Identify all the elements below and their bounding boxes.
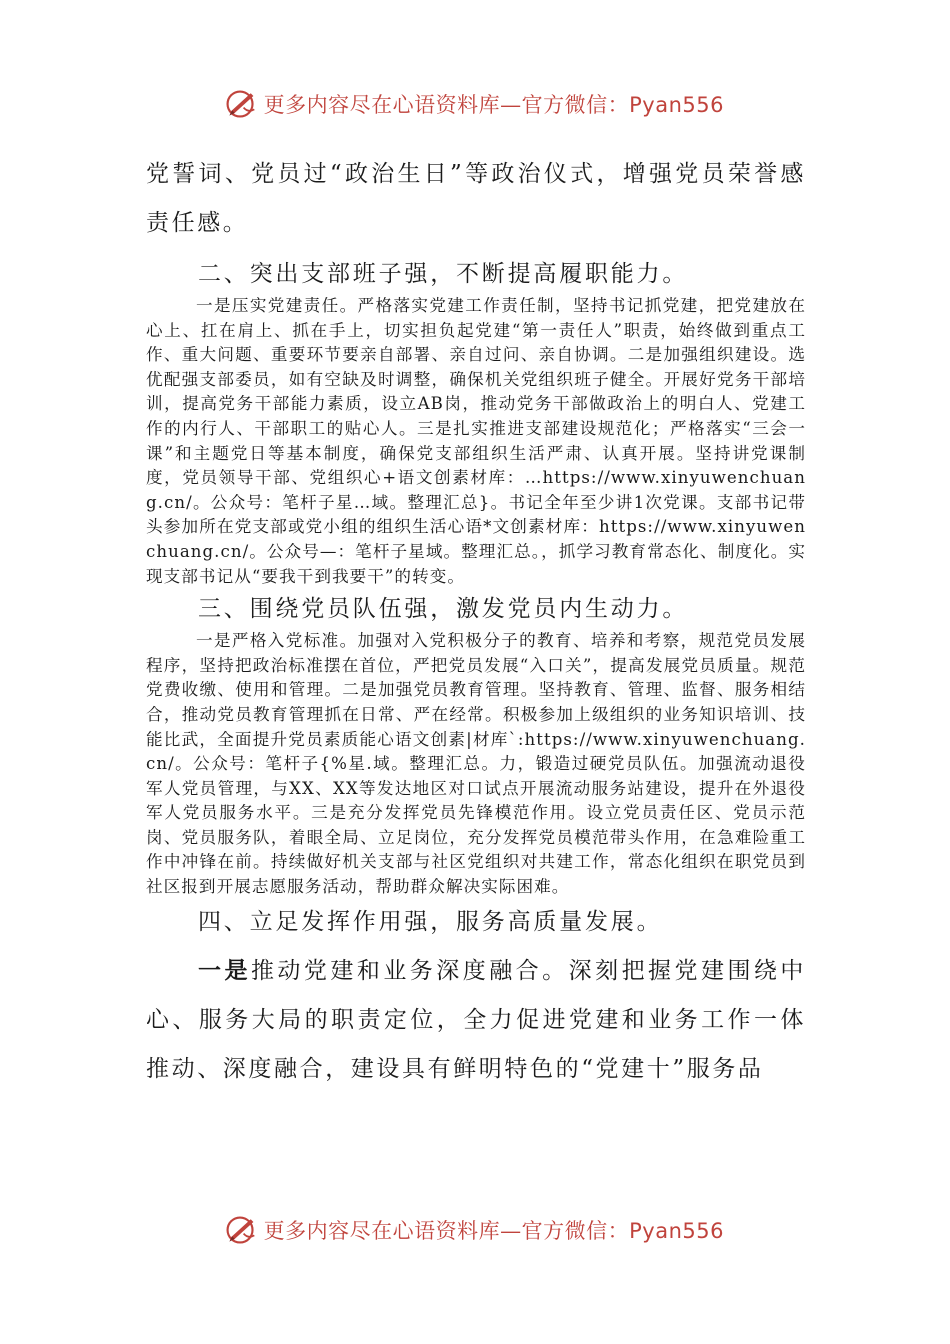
section-heading-4: 四、立足发挥作用强，服务高质量发展。 [198,908,663,935]
wechat-id: Pyan556 [629,93,724,117]
watermark-text: 更多内容尽在心语资料库—官方微信：Pyan556 [263,1219,724,1243]
pen-logo-icon [224,1210,260,1250]
intro-paragraph: 党誓词、党员过“政治生日”等政治仪式，增强党员荣誉感责任感。 [146,161,806,236]
section-2-paragraph: 一是压实党建责任。严格落实党建工作责任制，坚持书记抓党建，把党建放在心上、扛在肩上、抓在手上，切实担负起党建“第一责任人”职责，始终做到重点工作、重大问题、重要环节要亲自部署、亲自过问、亲自协调。二是加强组织建设。选优配强支部委员，如有空缺及时调整，确保机关党组织班子健全。开展好党务干部培训，提高党务干部能力素质，设立AB岗，推动党务干部做政治上的明白人、党建工作的内行人、干部职工的贴心人。三是扎实推进支部建设规范化；严格落实“三会一课”和主题党日等基本制度，确保党支部组织生活严肃、认真开展。坚持讲党课制度，党员领导干部、党组织心+语文创素材库：…https://www.xinyuwenchuang.cn/。公众号：笔杆子星…域。整理汇总}。书记全年至少讲1次党课。支部书记带头参加所在党支部或党小组的组织生活心语*文创素材库：https://www.xinyuwenchuang.cn/。公众号—：笔杆子星域。整理汇总。，抓学习教育常态化、制度化。实现支部书记从“要我干到我要干”的转变。 [146,296,806,586]
wechat-id: Pyan556 [629,1219,724,1243]
section-4-text: 推动党建和业务深度融合。深刻把握党建围绕中心、服务大局的职责定位，全力促进党建和业务工作一体推动、深度融合，建设具有鲜明特色的“党建十”服务品 [146,957,806,1082]
section-3-paragraph: 一是严格入党标准。加强对入党积极分子的教育、培养和考察，规范党员发展程序，坚持把政治标准摆在首位，严把党员发展“入口关”，提高发展党员质量。规范党费收缴、使用和管理。二是加强党员教育管理。坚持教育、管理、监督、服务相结合，推动党员教育管理抓在日常、严在经常。积极参加上级组织的业务知识培训、技能比武，全面提升党员素质能心语文创素|材库`:https://www.xinyuwenchuang.cn/。公众号：笔杆子{%星.域。整理汇总。力，锻造过硬党员队伍。加强流动退役军人党员管理，与XX、XX等发达地区对口试点开展流动服务站建设，提升在外退役军人党员服务水平。三是充分发挥党员先锋模范作用。设立党员责任区、党员示范岗、党员服务队，着眼全局、立足岗位，充分发挥党员模范带头作用，在急难险重工作中冲锋在前。持续做好机关支部与社区党组织对共建工作，常态化组织在职党员到社区报到开展志愿服务活动，帮助群众解决实际困难。 [146,631,806,897]
watermark-text: 更多内容尽在心语资料库—官方微信：Pyan556 [263,93,724,117]
footer-watermark [224,1210,724,1250]
document-body [146,150,806,1094]
section-heading-3: 三、围绕党员队伍强，激发党员内生动力。 [198,596,689,623]
pen-logo-icon [224,84,260,124]
header-watermark [224,84,724,124]
section-4-lead: 一是 [198,956,251,984]
section-heading-2: 二、突出支部班子强，不断提高履职能力。 [198,261,689,287]
section-4-paragraph [146,946,806,1094]
